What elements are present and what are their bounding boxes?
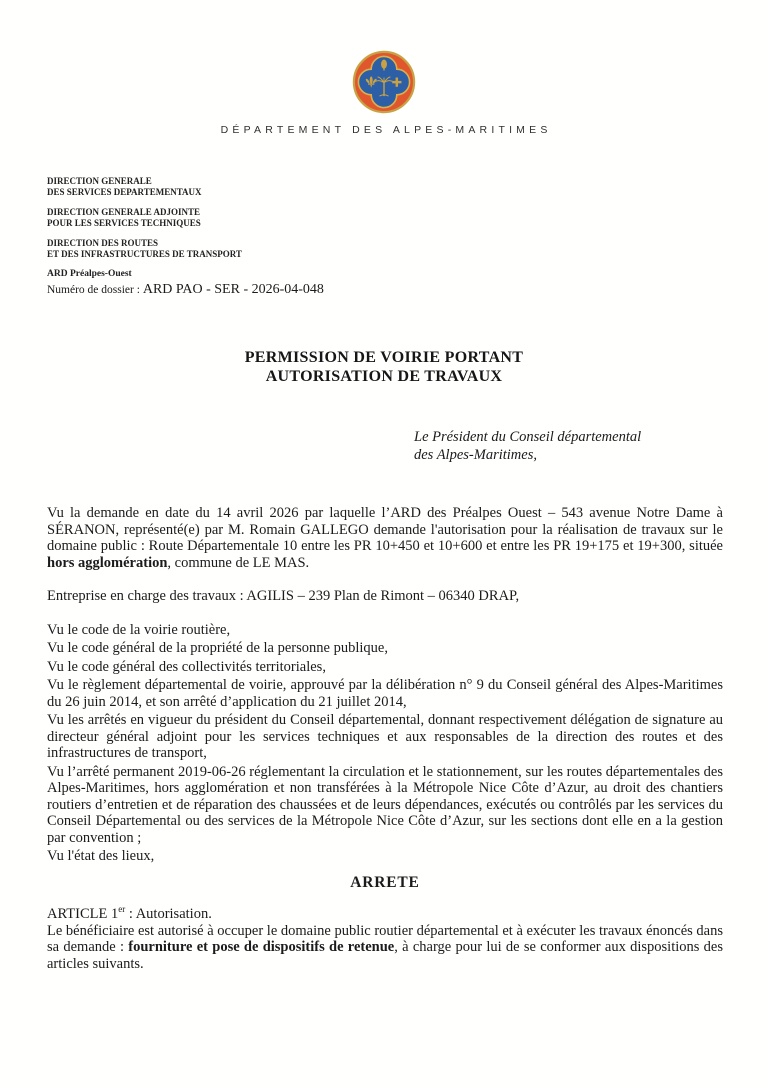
vu-item: Vu le code général de la propriété de la personne publique, (47, 640, 388, 656)
article-1-body (47, 923, 723, 973)
document-title (0, 349, 768, 386)
direction-line: DIRECTION DES ROUTES (47, 238, 159, 248)
issuing-directions-block (47, 176, 324, 298)
article-text-end: , à charge pour lui de se conformer aux dispositions des articles suivants. (47, 939, 723, 972)
coat-of-arms-icon (352, 50, 416, 114)
article-title: : Autorisation. (125, 906, 212, 922)
title-line-1: PERMISSION DE VOIRIE PORTANT (244, 349, 524, 366)
vu-item: Vu les arrêtés en vigueur du président du Conseil départemental, donnant respectivement délégation de signature au directeur général adjoint pour les services techniques et aux responsables de la direction des routes et des infrastructures de transport, (47, 712, 723, 761)
direction-line: POUR LES SERVICES TECHNIQUES (47, 217, 201, 228)
request-text-end: , commune de LE MAS. (167, 554, 310, 571)
direction-des-routes (47, 238, 324, 259)
entreprise-line: Entreprise en charge des travaux : AGILIS – 239 Plan de Rimont – 06340 DRAP, (47, 588, 520, 604)
request-paragraph (47, 505, 723, 571)
direction-generale (47, 176, 324, 197)
vu-item: Vu le code de la voirie routière, (47, 621, 231, 638)
vu-item: Vu l’arrêté permanent 2019-06-26 réglementant la circulation et le stationnement, sur les routes départementales des Alpes-Maritimes, hors agglomération et non transférées à la Métropole Nice Côte d’Azur, au droit des chantiers routiers d’entretien et de réparation des chaussées et de leurs dépendances, exécutés ou contrôlés par les services du Conseil Départemental ou des services de la Métropole Nice Côte d’Azur, sur les sections dont elle en a la gestion par convention ; (47, 763, 723, 846)
issuer-salutation (414, 429, 641, 464)
request-bold-text: hors agglomération (47, 554, 168, 571)
arrete-heading: ARRETE (350, 873, 420, 891)
vu-item: Vu le règlement départemental de voirie, approuvé par la délibération n° 9 du Conseil général des Alpes-Maritimes du 26 juin 2014, et son arrêté d’application du 21 juillet 2014, (47, 677, 723, 710)
article-number: ARTICLE 1 (47, 906, 119, 922)
article-text: Le bénéficiaire est autorisé à occuper le domaine public routier départemental et à exécuter les travaux énoncés dans sa demande : (47, 922, 723, 955)
direction-line: DIRECTION GENERALE ADJOINTE (47, 207, 201, 217)
dossier-number-line (47, 282, 324, 298)
dossier-number: ARD PAO - SER - 2026-04-048 (142, 282, 324, 297)
letterhead (0, 50, 768, 136)
article-bold-text: fourniture et pose de dispositifs de retenue (128, 939, 395, 955)
document-body (47, 505, 723, 972)
article-1-label (47, 906, 723, 923)
department-name: DÉPARTEMENT DES ALPES-MARITIMES (220, 124, 552, 136)
title-line-2: AUTORISATION DE TRAVAUX (265, 367, 503, 385)
direction-generale-adjointe (47, 207, 324, 228)
request-text: Vu la demande en date du 14 avril 2026 par laquelle l’ARD des Préalpes Ouest – 543 avenue Notre Dame à SÉRANON, représenté(e) par M. Romain GALLEGO demande l'autorisation pour la réalisation de travaux sur le domaine public : Route Départementale 10 entre les PR 10+450 et 10+600 et entre les PR 19+175 et 19+300, située (47, 505, 723, 554)
dossier-label: Numéro de dossier : (47, 284, 143, 296)
department-logo (352, 50, 416, 114)
salutation-line-1: Le Président du Conseil départemental (414, 429, 642, 445)
direction-line: DIRECTION GENERALE (47, 176, 152, 186)
service-name: ARD Préalpes-Ouest (47, 269, 132, 279)
salutation-line-2: des Alpes-Maritimes, (414, 446, 537, 463)
vu-item: Vu l'état des lieux, (47, 848, 155, 864)
direction-line: ET DES INFRASTRUCTURES DE TRANSPORT (47, 248, 242, 259)
article-ordinal-suffix: er (118, 904, 126, 915)
vu-item: Vu le code général des collectivités territoriales, (47, 658, 326, 675)
direction-line: DES SERVICES DEPARTEMENTAUX (47, 186, 202, 197)
